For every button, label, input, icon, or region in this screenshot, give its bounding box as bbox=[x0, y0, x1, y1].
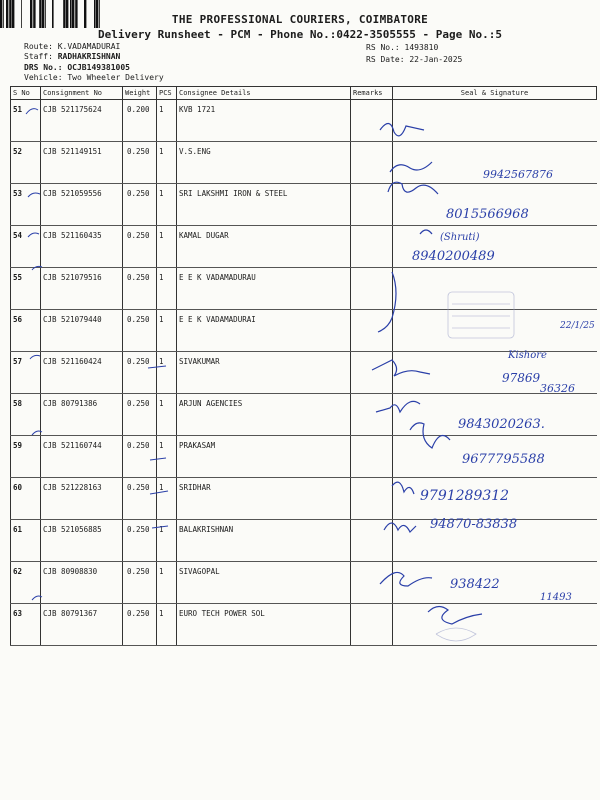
col-consignment: Consignment No bbox=[41, 87, 123, 100]
pcs-cell: 1 bbox=[157, 100, 177, 142]
runsheet-table bbox=[10, 86, 597, 646]
consignee-cell: SIVAGOPAL bbox=[177, 562, 351, 604]
sno-cell: 54 bbox=[11, 226, 41, 268]
table-row bbox=[11, 562, 597, 604]
signature-cell bbox=[393, 478, 597, 520]
consignment-cell: CJB 80908830 bbox=[41, 562, 123, 604]
consignee-cell: E E K VADAMADURAU bbox=[177, 268, 351, 310]
signature-cell bbox=[393, 436, 597, 478]
signature-cell bbox=[393, 520, 597, 562]
remarks-cell bbox=[351, 142, 393, 184]
weight-cell: 0.250 bbox=[123, 184, 157, 226]
vehicle-value: Two Wheeler Delivery bbox=[67, 73, 164, 82]
weight-cell: 0.250 bbox=[123, 478, 157, 520]
pcs-cell: 1 bbox=[157, 520, 177, 562]
table-row bbox=[11, 604, 597, 646]
consignment-cell: CJB 521228163 bbox=[41, 478, 123, 520]
pcs-cell: 1 bbox=[157, 226, 177, 268]
consignment-cell: CJB 80791386 bbox=[41, 394, 123, 436]
remarks-cell bbox=[351, 352, 393, 394]
remarks-cell bbox=[351, 310, 393, 352]
table-row bbox=[11, 226, 597, 268]
consignee-cell: PRAKASAM bbox=[177, 436, 351, 478]
table-row bbox=[11, 184, 597, 226]
signature-cell bbox=[393, 142, 597, 184]
pcs-cell: 1 bbox=[157, 184, 177, 226]
signature-cell bbox=[393, 268, 597, 310]
consignee-cell: SRI LAKSHMI IRON & STEEL bbox=[177, 184, 351, 226]
phone-57b: 36326 bbox=[540, 382, 575, 395]
col-remarks: Remarks bbox=[351, 87, 393, 100]
remarks-cell bbox=[351, 268, 393, 310]
col-details: Consignee Details bbox=[177, 87, 351, 100]
sno-cell: 61 bbox=[11, 520, 41, 562]
signature-cell bbox=[393, 310, 597, 352]
consignment-cell: CJB 521175624 bbox=[41, 100, 123, 142]
remarks-cell bbox=[351, 394, 393, 436]
sno-cell: 59 bbox=[11, 436, 41, 478]
consignee-cell: SIVAKUMAR bbox=[177, 352, 351, 394]
sno-cell: 63 bbox=[11, 604, 41, 646]
pcs-cell: 1 bbox=[157, 394, 177, 436]
consignment-cell: CJB 521056885 bbox=[41, 520, 123, 562]
remarks-cell bbox=[351, 562, 393, 604]
drs-line bbox=[24, 63, 130, 72]
runsheet-title: Delivery Runsheet - PCM - Phone No.:0422-3505555 - Page No.:5 bbox=[98, 28, 502, 41]
pcs-cell: 1 bbox=[157, 268, 177, 310]
sno-cell: 55 bbox=[11, 268, 41, 310]
sno-cell: 56 bbox=[11, 310, 41, 352]
table-row bbox=[11, 310, 597, 352]
col-sno: S No bbox=[11, 87, 41, 100]
sno-cell: 52 bbox=[11, 142, 41, 184]
route-line bbox=[24, 42, 120, 51]
consignee-cell: SRIDHAR bbox=[177, 478, 351, 520]
pcs-cell: 1 bbox=[157, 562, 177, 604]
weight-cell: 0.250 bbox=[123, 394, 157, 436]
table-row bbox=[11, 478, 597, 520]
consignee-cell: ARJUN AGENCIES bbox=[177, 394, 351, 436]
pcs-cell: 1 bbox=[157, 478, 177, 520]
table-row bbox=[11, 436, 597, 478]
weight-cell: 0.250 bbox=[123, 226, 157, 268]
phone-58: 9843020263. bbox=[458, 417, 545, 432]
name-54: (Shruti) bbox=[440, 232, 480, 243]
sno-cell: 53 bbox=[11, 184, 41, 226]
consignment-cell: CJB 521160744 bbox=[41, 436, 123, 478]
staff-value: RADHAKRISHNAN bbox=[57, 52, 121, 61]
consignment-cell: CJB 521160435 bbox=[41, 226, 123, 268]
weight-cell: 0.250 bbox=[123, 310, 157, 352]
remarks-cell bbox=[351, 226, 393, 268]
consignment-cell: CJB 521079516 bbox=[41, 268, 123, 310]
remarks-cell bbox=[351, 100, 393, 142]
name-57: Kishore bbox=[508, 350, 547, 361]
table-row bbox=[11, 394, 597, 436]
weight-cell: 0.250 bbox=[123, 142, 157, 184]
consignment-cell: CJB 521079440 bbox=[41, 310, 123, 352]
phone-62a: 938422 bbox=[450, 577, 500, 592]
vehicle-line bbox=[24, 73, 164, 82]
consignee-cell: BALAKRISHNAN bbox=[177, 520, 351, 562]
table-header-row bbox=[11, 87, 597, 100]
consignment-cell: CJB 521059556 bbox=[41, 184, 123, 226]
phone-52: 9942567876 bbox=[483, 168, 553, 181]
rs-no-value: 1493810 bbox=[404, 43, 439, 52]
sno-cell: 57 bbox=[11, 352, 41, 394]
consignment-cell: CJB 521160424 bbox=[41, 352, 123, 394]
signature-cell bbox=[393, 352, 597, 394]
phone-61: 94870-83838 bbox=[430, 517, 518, 532]
consignee-cell: E E K VADAMADURAI bbox=[177, 310, 351, 352]
phone-62b: 11493 bbox=[540, 592, 572, 603]
weight-cell: 0.250 bbox=[123, 352, 157, 394]
table-row bbox=[11, 100, 597, 142]
remarks-cell bbox=[351, 604, 393, 646]
col-weight: Weight bbox=[123, 87, 157, 100]
table-row bbox=[11, 268, 597, 310]
sno-cell: 51 bbox=[11, 100, 41, 142]
weight-cell: 0.250 bbox=[123, 268, 157, 310]
consignee-cell: KVB 1721 bbox=[177, 100, 351, 142]
table-row bbox=[11, 520, 597, 562]
consignee-cell: V.S.ENG bbox=[177, 142, 351, 184]
weight-cell: 0.200 bbox=[123, 100, 157, 142]
sno-cell: 58 bbox=[11, 394, 41, 436]
table-row bbox=[11, 142, 597, 184]
pcs-cell: 1 bbox=[157, 310, 177, 352]
sno-cell: 60 bbox=[11, 478, 41, 520]
staff-label: Staff: bbox=[24, 52, 53, 61]
rs-date-line bbox=[366, 55, 462, 64]
consignee-cell: KAMAL DUGAR bbox=[177, 226, 351, 268]
remarks-cell bbox=[351, 184, 393, 226]
weight-cell: 0.250 bbox=[123, 604, 157, 646]
remarks-cell bbox=[351, 520, 393, 562]
pcs-cell: 1 bbox=[157, 436, 177, 478]
company-name: THE PROFESSIONAL COURIERS, COIMBATORE bbox=[171, 13, 429, 26]
col-pcs: PCS bbox=[157, 87, 177, 100]
route-label: Route: bbox=[24, 42, 53, 51]
rs-date-value: 22-Jan-2025 bbox=[409, 55, 463, 64]
weight-cell: 0.250 bbox=[123, 520, 157, 562]
signature-cell bbox=[393, 394, 597, 436]
phone-60: 9791289312 bbox=[420, 488, 510, 504]
sno-cell: 62 bbox=[11, 562, 41, 604]
table-row bbox=[11, 352, 597, 394]
signature-cell bbox=[393, 226, 597, 268]
signature-cell bbox=[393, 100, 597, 142]
consignment-cell: CJB 521149151 bbox=[41, 142, 123, 184]
phone-54: 8940200489 bbox=[412, 249, 495, 264]
phone-59: 9677795588 bbox=[462, 452, 545, 467]
pcs-cell: 1 bbox=[157, 604, 177, 646]
signature-cell bbox=[393, 604, 597, 646]
pcs-cell: 1 bbox=[157, 352, 177, 394]
rs-date-label: RS Date: bbox=[366, 55, 405, 64]
remarks-cell bbox=[351, 478, 393, 520]
drs-value: OCJB149381005 bbox=[67, 63, 130, 72]
date-56: 22/1/25 bbox=[560, 321, 595, 331]
remarks-cell bbox=[351, 436, 393, 478]
staff-line bbox=[24, 52, 120, 61]
weight-cell: 0.250 bbox=[123, 436, 157, 478]
phone-57a: 97869 bbox=[502, 371, 541, 385]
rs-no-label: RS No.: bbox=[366, 43, 400, 52]
consignee-cell: EURO TECH POWER SOL bbox=[177, 604, 351, 646]
signature-cell bbox=[393, 562, 597, 604]
rs-no-line bbox=[366, 43, 438, 52]
consignment-cell: CJB 80791367 bbox=[41, 604, 123, 646]
phone-53: 8015566968 bbox=[446, 207, 529, 222]
drs-label: DRS No.: bbox=[24, 63, 63, 72]
signature-cell bbox=[393, 184, 597, 226]
col-signature: Seal & Signature bbox=[393, 87, 597, 100]
route-value: K.VADAMADURAI bbox=[57, 42, 121, 51]
pcs-cell: 1 bbox=[157, 142, 177, 184]
weight-cell: 0.250 bbox=[123, 562, 157, 604]
vehicle-label: Vehicle: bbox=[24, 73, 63, 82]
